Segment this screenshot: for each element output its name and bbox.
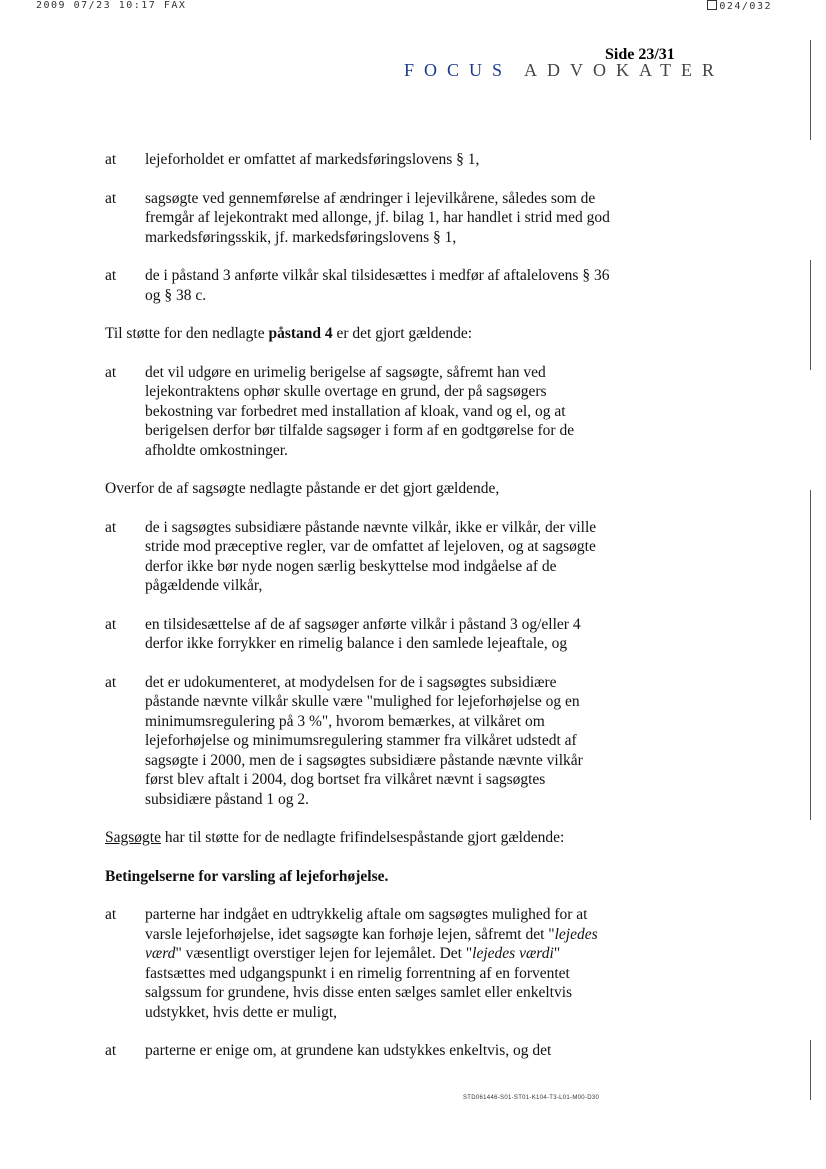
item-text [145, 905, 610, 1022]
item-text: en tilsidesættelse af de af sagsøger anførte vilkår i påstand 3 og/eller 4 derfor ikke forrykker en rimelig balance i den samlede lejeaftale, og [145, 615, 581, 652]
item-marker: at [105, 189, 117, 207]
item-marker: at [105, 518, 117, 536]
item-marker: at [105, 267, 117, 284]
item-marker: at [105, 673, 117, 691]
argument-item [105, 905, 610, 1022]
item-text: det vil udgøre en urimelig berigelse af sagsøgte, såfremt han ved lejekontraktens ophør skulle overtage en grund, der på sagsøgers bekostning var forbedret med installation af kloak, vand og el, og at berigelsen derfor bør tilfalde sagsøger i form af en godtgørelse for de afholdte omkostninger. [145, 363, 575, 459]
item-marker: at [105, 906, 117, 923]
item-marker: at [105, 363, 117, 381]
text-italic: lejedes værdi [472, 945, 554, 962]
item-text: sagsøgte ved gennemførelse af ændringer i lejevilkårene, således som de fremgår af lejekontrakt med allonge, jf. bilag 1, har handlet i strid med god markedsføringsskik, jf. markedsføringslovens § 1, [145, 189, 610, 246]
argument-item [105, 363, 610, 461]
para-pre: Til støtte for den nedlagte [105, 325, 269, 342]
para-post: har til støtte for de nedlagte frifindelsespåstande gjort gældende: [160, 829, 565, 846]
argument-item [105, 673, 610, 810]
item-marker: at [105, 615, 117, 633]
item-text: det er udokumenteret, at modydelsen for de i sagsøgtes subsidiære påstande nævnte vilkår skulle være "mulighed for lejeforhøjelse og en minimumsregulering på 3 %", hvorom bemærkes, at vilkåret om lejeforhøjelse og minimumsregulering stammer fra vilkåret udstedt af sagsøgte i 2000, men de i sagsøgtes subsidiære påstande nævnte vilkår først blev aftalt i 2004, dog bortset fra vilkåret nævnt i sagsøgtes subsidiære påstand 1 og 2. [145, 673, 583, 808]
argument-item [105, 189, 610, 248]
fax-page-counter-wrap [707, 0, 772, 12]
argument-item [105, 1041, 610, 1061]
fax-page-counter: 024/032 [719, 1, 772, 12]
argument-item [105, 150, 610, 170]
letterhead [404, 60, 724, 81]
intro-paragraph [105, 828, 610, 848]
fax-header [36, 0, 772, 14]
intro-paragraph [105, 324, 610, 344]
text-italic: lejedes værd [145, 925, 598, 962]
fax-page-icon [707, 0, 717, 10]
document-code: STD061446-S01-ST01-K104-T3-L01-M00-D30 [463, 1095, 600, 1101]
section-heading: Betingelserne for varsling af lejeforhøjelse. [105, 867, 389, 885]
text-part: " fastsættes med udgangspunkt i en rimelig forrentning af en forventet salgssum for grundene, hvis disse enten sælges samlet eller enkeltvis udstykket, hvis dette er muligt, [145, 945, 573, 1021]
item-text: lejeforholdet er omfattet af markedsføringslovens § 1, [145, 151, 480, 168]
document-body [105, 150, 610, 1061]
fax-datetime: 2009 07/23 10:17 FAX [36, 0, 187, 11]
fax-edge-mark [810, 260, 811, 370]
text-part: parterne har indgået en udtrykkelig aftale om sagsøgtes mulighed for at varsle lejeforhøjelse, idet sagsøgte kan forhøje lejen, såfremt det " [145, 906, 588, 943]
argument-item [105, 518, 610, 596]
page-number: Side 23/31 [605, 46, 675, 63]
para-post: er det gjort gældende: [332, 325, 473, 342]
intro-paragraph: Overfor de af sagsøgte nedlagte påstande er det gjort gældende, [105, 480, 500, 497]
letterhead-suffix: ADVOKATER [524, 60, 725, 80]
text-part: " væsentligt overstiger lejen for lejemålet. Det " [175, 945, 473, 962]
argument-item [105, 615, 610, 654]
letterhead-firm: FOCUS [404, 60, 513, 80]
argument-item [105, 266, 610, 305]
item-text: de i sagsøgtes subsidiære påstande nævnte vilkår, ikke er vilkår, der ville stride mod præceptive regler, var de omfattet af lejeloven, og at sagsøgte derfor ikke bør nyde nogen særlig beskyttelse mod indgåelse af de pågældende vilkår, [145, 518, 597, 594]
item-marker: at [105, 151, 117, 168]
item-marker: at [105, 1042, 117, 1059]
fax-edge-mark [810, 490, 811, 820]
para-underlined: Sagsøgte [105, 829, 161, 846]
para-bold: påstand 4 [268, 325, 333, 342]
fax-edge-mark [810, 40, 811, 140]
item-text: de i påstand 3 anførte vilkår skal tilsidesættes i medfør af aftalelovens § 36 og § 38 c. [145, 267, 610, 304]
item-text: parterne er enige om, at grundene kan udstykkes enkeltvis, og det [145, 1042, 552, 1059]
fax-edge-mark [810, 1040, 811, 1100]
